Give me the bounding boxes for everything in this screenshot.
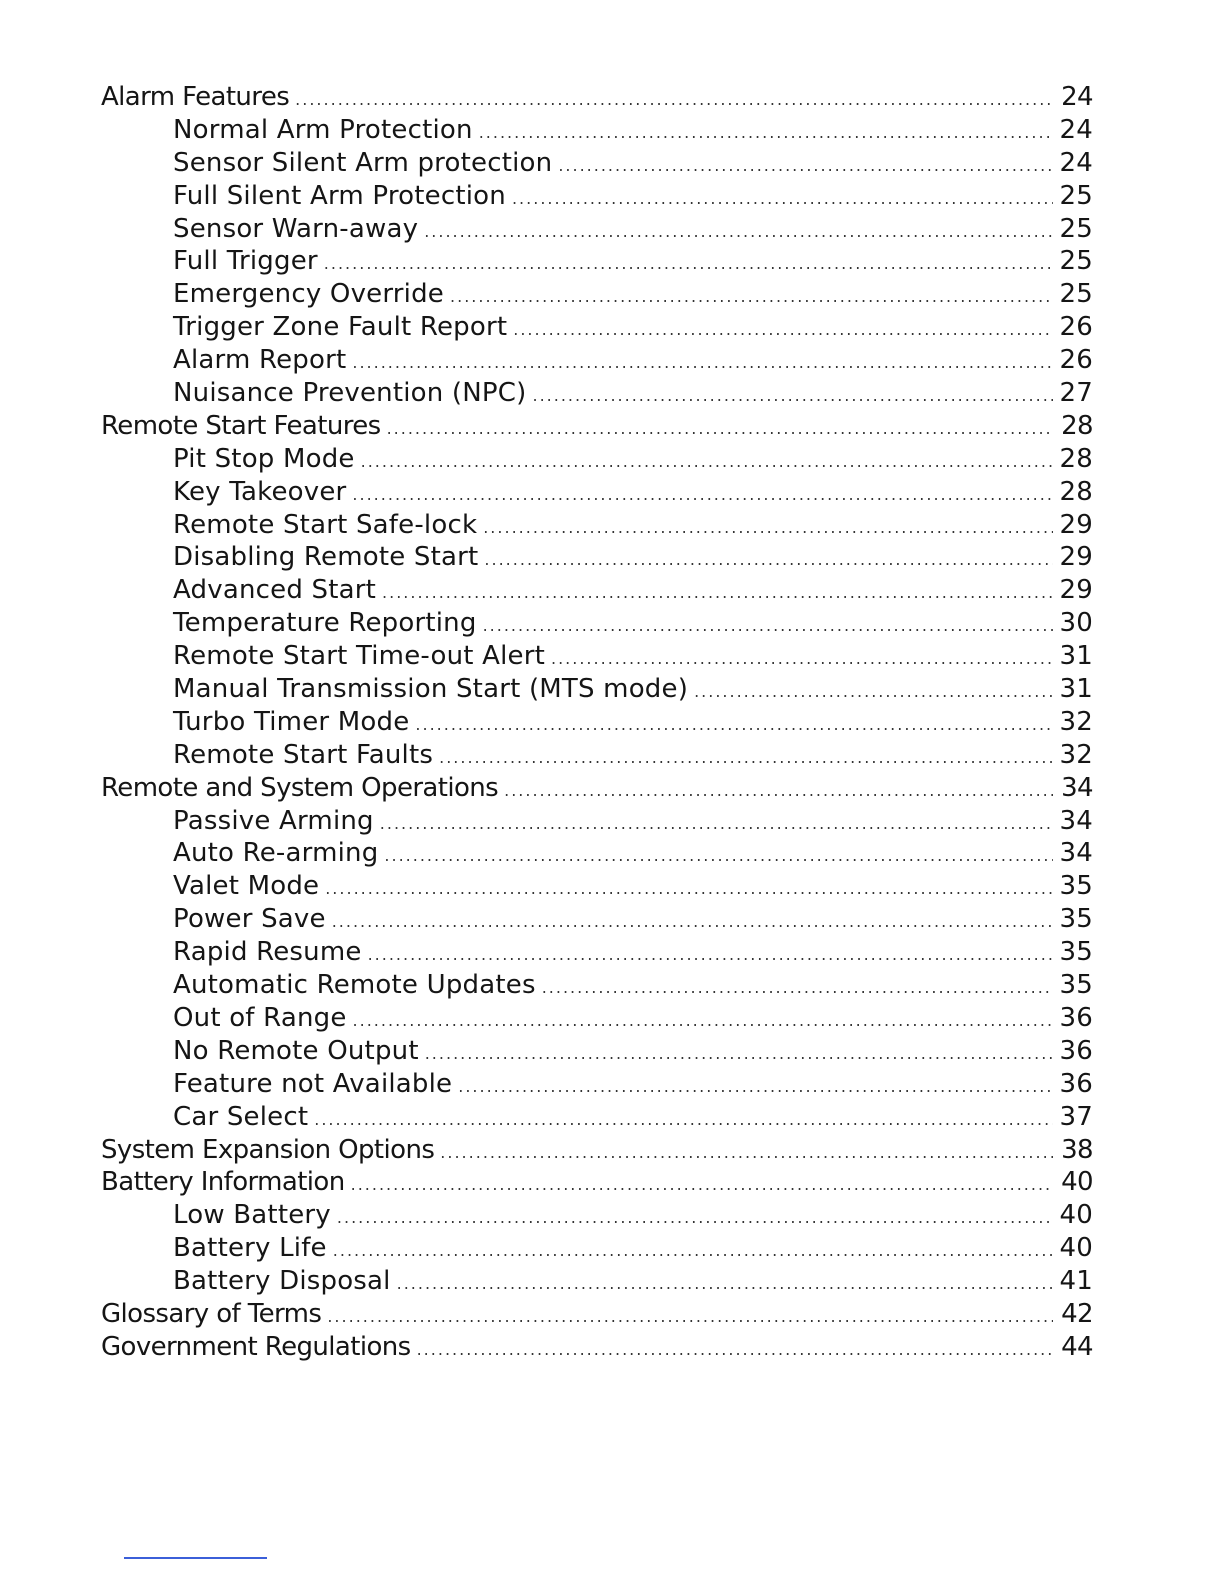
toc-dot-leader — [512, 189, 1053, 208]
toc-subsection-row[interactable] — [101, 477, 1093, 510]
toc-page-number: 34 — [1061, 772, 1093, 803]
toc-subsection-row[interactable] — [101, 542, 1093, 575]
toc-subsection-row[interactable] — [101, 1200, 1093, 1233]
toc-subsection-row[interactable] — [101, 674, 1093, 707]
toc-subsection-row[interactable] — [101, 1266, 1093, 1299]
toc-entry-label: Remote Start Features — [101, 410, 381, 441]
toc-subsection-row[interactable] — [101, 181, 1093, 214]
toc-dot-leader — [483, 616, 1053, 635]
toc-subsection-row[interactable] — [101, 970, 1093, 1003]
toc-entry-label: Emergency Override — [173, 279, 445, 310]
toc-entry-label: Alarm Features — [101, 82, 290, 112]
table-of-contents — [101, 82, 1093, 1365]
toc-subsection-row[interactable] — [101, 904, 1093, 937]
toc-dot-leader — [337, 1208, 1053, 1227]
toc-dot-leader — [513, 320, 1053, 339]
toc-dot-leader — [353, 1011, 1053, 1030]
toc-entry-label: Alarm Report — [173, 345, 347, 376]
toc-entry-label: Battery Life — [173, 1233, 327, 1264]
toc-page-number: 26 — [1059, 345, 1093, 376]
toc-entry-label: Government Regulations — [101, 1331, 411, 1362]
toc-entry-label: Automatic Remote Updates — [173, 970, 536, 1001]
toc-entry-label: Battery Disposal — [173, 1266, 391, 1297]
toc-subsection-row[interactable] — [101, 641, 1093, 674]
toc-page-number: 29 — [1059, 509, 1093, 540]
toc-subsection-row[interactable] — [101, 345, 1093, 378]
toc-entry-label: Normal Arm Protection — [173, 114, 473, 145]
toc-page-number: 28 — [1059, 443, 1093, 474]
toc-entry-label: Manual Transmission Start (MTS mode) — [173, 674, 689, 705]
toc-dot-leader — [352, 353, 1053, 372]
toc-page-number: 36 — [1059, 1035, 1093, 1066]
toc-page-number: 24 — [1059, 114, 1093, 145]
toc-subsection-row[interactable] — [101, 246, 1093, 279]
toc-dot-leader — [314, 1110, 1053, 1129]
toc-subsection-row[interactable] — [101, 838, 1093, 871]
toc-dot-leader — [415, 715, 1053, 734]
toc-entry-label: Full Silent Arm Protection — [173, 180, 506, 211]
toc-subsection-row[interactable] — [101, 1003, 1093, 1036]
toc-entry-label: Advanced Start — [173, 575, 377, 606]
toc-section-row[interactable] — [101, 1167, 1093, 1200]
toc-subsection-row[interactable] — [101, 148, 1093, 181]
toc-page-number: 35 — [1059, 937, 1093, 968]
toc-page-number: 32 — [1059, 706, 1093, 737]
toc-page-number: 25 — [1059, 213, 1093, 244]
toc-subsection-row[interactable] — [101, 444, 1093, 477]
toc-page-number: 28 — [1059, 476, 1093, 507]
toc-entry-label: Remote and System Operations — [101, 772, 499, 803]
toc-page-number: 25 — [1059, 180, 1093, 211]
toc-subsection-row[interactable] — [101, 1069, 1093, 1102]
toc-subsection-row[interactable] — [101, 214, 1093, 247]
toc-page-number: 34 — [1059, 805, 1093, 836]
toc-page-number: 24 — [1061, 82, 1093, 112]
toc-page-number: 24 — [1059, 147, 1093, 178]
toc-entry-label: Key Takeover — [173, 476, 347, 507]
toc-dot-leader — [387, 419, 1053, 438]
toc-dot-leader — [361, 452, 1053, 471]
toc-subsection-row[interactable] — [101, 510, 1093, 543]
toc-dot-leader — [424, 222, 1053, 241]
toc-subsection-row[interactable] — [101, 279, 1093, 312]
toc-entry-label: Passive Arming — [173, 805, 374, 836]
toc-entry-label: Valet Mode — [173, 871, 320, 902]
toc-subsection-row[interactable] — [101, 115, 1093, 148]
toc-entry-label: Sensor Warn-away — [173, 213, 419, 244]
toc-page-number: 25 — [1059, 279, 1093, 310]
toc-section-row[interactable] — [101, 1135, 1093, 1168]
toc-page-number: 40 — [1059, 1233, 1093, 1264]
toc-subsection-row[interactable] — [101, 707, 1093, 740]
toc-dot-leader — [450, 287, 1053, 306]
toc-page-number: 40 — [1061, 1167, 1093, 1198]
toc-page-number: 40 — [1059, 1200, 1093, 1231]
toc-subsection-row[interactable] — [101, 806, 1093, 839]
toc-entry-label: No Remote Output — [173, 1035, 419, 1066]
toc-page-number: 31 — [1059, 641, 1093, 672]
toc-dot-leader — [325, 879, 1053, 898]
toc-dot-leader — [439, 748, 1053, 767]
toc-dot-leader — [327, 1307, 1053, 1326]
toc-entry-label: Remote Start Time-out Alert — [173, 641, 545, 672]
toc-entry-label: Sensor Silent Arm protection — [173, 147, 553, 178]
toc-entry-label: Battery Information — [101, 1167, 345, 1198]
toc-page-number: 37 — [1059, 1101, 1093, 1132]
toc-dot-leader — [352, 485, 1053, 504]
toc-page-number: 35 — [1059, 904, 1093, 935]
toc-entry-label: System Expansion Options — [101, 1134, 435, 1165]
toc-entry-label: Nuisance Prevention (NPC) — [173, 378, 527, 409]
toc-dot-leader — [425, 1044, 1053, 1063]
toc-entry-label: Full Trigger — [173, 246, 318, 277]
toc-entry-label: Remote Start Faults — [173, 739, 434, 770]
toc-entry-label: Feature not Available — [173, 1068, 453, 1099]
toc-dot-leader — [324, 254, 1053, 273]
toc-entry-label: Auto Re-arming — [173, 838, 379, 869]
toc-subsection-row[interactable] — [101, 937, 1093, 970]
toc-dot-leader — [382, 583, 1053, 602]
toc-dot-leader — [440, 1143, 1053, 1162]
toc-subsection-row[interactable] — [101, 1036, 1093, 1069]
toc-page-number: 29 — [1059, 542, 1093, 573]
toc-entry-label: Power Save — [173, 904, 326, 935]
toc-section-row[interactable] — [101, 411, 1093, 444]
toc-page-number: 27 — [1059, 378, 1093, 409]
toc-entry-label: Car Select — [173, 1101, 309, 1132]
toc-subsection-row[interactable] — [101, 575, 1093, 608]
toc-entry-label: Low Battery — [173, 1200, 331, 1231]
toc-page-number: 29 — [1059, 575, 1093, 606]
toc-page-number: 25 — [1059, 246, 1093, 277]
toc-page-number: 41 — [1059, 1266, 1093, 1297]
toc-dot-leader — [483, 518, 1053, 537]
toc-dot-leader — [484, 550, 1053, 569]
toc-entry-label: Remote Start Safe-lock — [173, 509, 478, 540]
toc-page-number: 26 — [1059, 312, 1093, 343]
toc-dot-leader — [542, 978, 1053, 997]
toc-dot-leader — [479, 123, 1053, 142]
toc-entry-label: Turbo Timer Mode — [173, 706, 410, 737]
toc-page-number: 44 — [1061, 1331, 1093, 1362]
toc-dot-leader — [380, 814, 1053, 833]
toc-page-number: 38 — [1061, 1134, 1093, 1165]
toc-entry-label: Pit Stop Mode — [173, 443, 355, 474]
toc-page-number: 32 — [1059, 739, 1093, 770]
toc-dot-leader — [333, 1241, 1053, 1260]
toc-entry-label: Disabling Remote Start — [173, 542, 479, 573]
toc-dot-leader — [417, 1340, 1053, 1359]
toc-entry-label: Trigger Zone Fault Report — [173, 312, 508, 343]
toc-dot-leader — [384, 846, 1053, 865]
toc-dot-leader — [397, 1274, 1053, 1293]
toc-page-number: 36 — [1059, 1068, 1093, 1099]
toc-page-number: 35 — [1059, 871, 1093, 902]
toc-page-number: 36 — [1059, 1002, 1093, 1033]
toc-dot-leader — [551, 649, 1053, 668]
toc-entry-label: Temperature Reporting — [173, 608, 477, 639]
toc-page-number: 28 — [1061, 410, 1093, 441]
toc-subsection-row[interactable] — [101, 312, 1093, 345]
toc-section-row[interactable] — [101, 773, 1093, 806]
toc-section-row[interactable] — [101, 1299, 1093, 1332]
toc-page-number: 34 — [1059, 838, 1093, 869]
toc-dot-leader — [694, 682, 1053, 701]
toc-dot-leader — [332, 912, 1053, 931]
toc-subsection-row[interactable] — [101, 740, 1093, 773]
toc-subsection-row[interactable] — [101, 871, 1093, 904]
toc-dot-leader — [504, 781, 1053, 800]
toc-dot-leader — [368, 945, 1053, 964]
toc-entry-label: Glossary of Terms — [101, 1298, 322, 1329]
toc-dot-leader — [558, 156, 1053, 175]
toc-dot-leader — [533, 386, 1054, 405]
toc-subsection-row[interactable] — [101, 1233, 1093, 1266]
toc-entry-label: Out of Range — [173, 1002, 347, 1033]
toc-section-row[interactable] — [101, 1332, 1093, 1365]
toc-section-row[interactable] — [101, 82, 1093, 115]
toc-page-number: 30 — [1059, 608, 1093, 639]
toc-dot-leader — [351, 1175, 1053, 1194]
toc-page-number: 31 — [1059, 674, 1093, 705]
toc-dot-leader — [295, 90, 1053, 109]
toc-subsection-row[interactable] — [101, 378, 1093, 411]
toc-page-number: 35 — [1059, 970, 1093, 1001]
toc-page-number: 42 — [1061, 1298, 1093, 1329]
toc-subsection-row[interactable] — [101, 1102, 1093, 1135]
footer-rule — [124, 1557, 267, 1559]
toc-subsection-row[interactable] — [101, 608, 1093, 641]
toc-dot-leader — [458, 1077, 1053, 1096]
toc-entry-label: Rapid Resume — [173, 937, 362, 968]
